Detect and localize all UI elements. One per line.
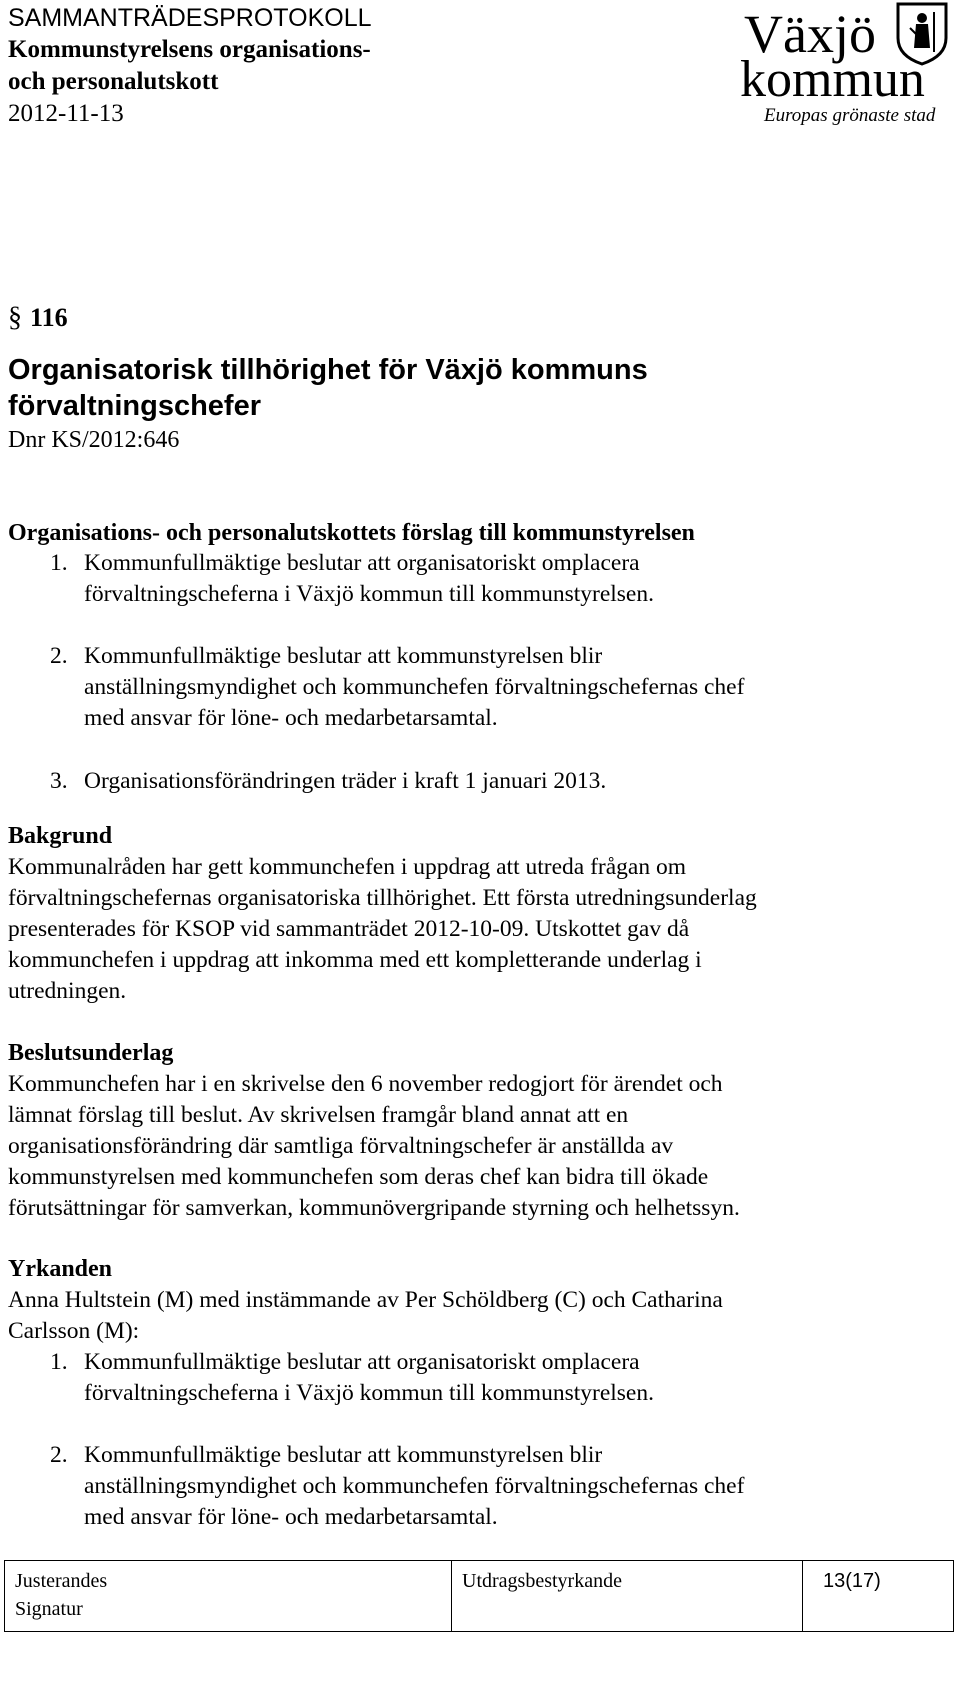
certification-label: Utdragsbestyrkande: [462, 1570, 622, 1592]
list-number: 2.: [50, 643, 68, 669]
list-text-line: med ansvar för löne- och medarbetarsamtal.: [84, 705, 498, 731]
list-text-line: förvaltningscheferna i Växjö kommun till kommunstyrelsen.: [84, 581, 654, 607]
text-line: presenterades för KSOP vid sammanträdet 2012-10-09. Utskottet gav då: [8, 916, 690, 942]
background-text: [8, 852, 928, 1007]
list-number: 1.: [50, 550, 68, 576]
text-line: utredningen.: [8, 978, 127, 1004]
adjusters-label: Justerandes: [15, 1570, 108, 1592]
list-text-line: Kommunfullmäktige beslutar att kommunstyrelsen blir: [84, 1442, 603, 1468]
list-text-line: med ansvar för löne- och medarbetarsamtal.: [84, 1504, 498, 1530]
section-number-value: 116: [30, 303, 68, 332]
document-header: [8, 2, 372, 130]
list-text-line: förvaltningscheferna i Växjö kommun till kommunstyrelsen.: [84, 1380, 654, 1406]
section-number: [8, 302, 68, 334]
meeting-date: 2012-11-13: [8, 100, 124, 127]
text-line: organisationsförändring där samtliga förvaltningschefer är anställda av: [8, 1133, 674, 1159]
title-line1: Organisatorisk tillhörighet för Växjö kommuns: [8, 354, 648, 386]
text-line: förvaltningschefernas organisatoriska tillhörighet. Ett första utredningsunderlag: [8, 885, 757, 911]
list-number: 2.: [50, 1442, 68, 1468]
list-text-line: anställningsmyndighet och kommunchefen förvaltningschefernas chef: [84, 674, 745, 700]
committee-name-line2: och personalutskott: [8, 68, 219, 95]
list-text-line: Kommunfullmäktige beslutar att organisatoriskt omplacera: [84, 550, 640, 576]
text-line: förutsättningar för samverkan, kommunövergripande styrning och helhetssyn.: [8, 1195, 740, 1221]
list-number: 3.: [50, 768, 68, 794]
text-line: kommunchefen i uppdrag att inkomma med ett kompletterande underlag i: [8, 947, 702, 973]
decision-basis-text: [8, 1069, 928, 1224]
logo-tagline: Europas grönaste stad: [764, 105, 936, 125]
text-line: Kommunchefen har i en skrivelse den 6 november redogjort för ärendet och: [8, 1071, 723, 1097]
motions-intro: [8, 1285, 928, 1347]
list-number: 1.: [50, 1349, 68, 1375]
page-title: [8, 352, 648, 424]
vaxjo-kommun-logo: [740, 0, 960, 125]
section-symbol: §: [8, 302, 22, 333]
page-number-cell: [803, 1561, 953, 1631]
signature-footer: [4, 1560, 954, 1632]
adjusters-signature-cell: [5, 1561, 452, 1631]
logo-name-line1: Växjö: [744, 4, 876, 64]
background-heading: Bakgrund: [8, 823, 113, 849]
signature-label: Signatur: [15, 1598, 83, 1620]
page-number: 13(17): [823, 1570, 881, 1592]
committee-name-line1: Kommunstyrelsens organisations-: [8, 36, 371, 63]
text-line: Carlsson (M):: [8, 1318, 140, 1344]
text-line: Anna Hultstein (M) med instämmande av Per Schöldberg (C) och Catharina: [8, 1287, 723, 1313]
text-line: Kommunalråden har gett kommunchefen i uppdrag att utreda frågan om: [8, 854, 687, 880]
title-line2: förvaltningschefer: [8, 390, 261, 422]
logo-name-line2: kommun: [740, 51, 925, 108]
document-type: SAMMANTRÄDESPROTOKOLL: [8, 4, 372, 32]
list-text-line: Kommunfullmäktige beslutar att kommunstyrelsen blir: [84, 643, 603, 669]
proposal-heading: Organisations- och personalutskottets förslag till kommunstyrelsen: [8, 520, 695, 546]
decision-basis-heading: Beslutsunderlag: [8, 1040, 174, 1066]
list-text-line: Organisationsförändringen träder i kraft 1 januari 2013.: [84, 768, 607, 794]
text-line: lämnat förslag till beslut. Av skrivelsen framgår bland annat att en: [8, 1102, 629, 1128]
case-number: Dnr KS/2012:646: [8, 427, 180, 453]
motions-heading: Yrkanden: [8, 1256, 113, 1282]
text-line: kommunstyrelsen med kommunchefen som deras chef kan bidra till ökade: [8, 1164, 709, 1190]
list-text-line: anställningsmyndighet och kommunchefen förvaltningschefernas chef: [84, 1473, 745, 1499]
list-text-line: Kommunfullmäktige beslutar att organisatoriskt omplacera: [84, 1349, 640, 1375]
certification-cell: [452, 1561, 803, 1631]
